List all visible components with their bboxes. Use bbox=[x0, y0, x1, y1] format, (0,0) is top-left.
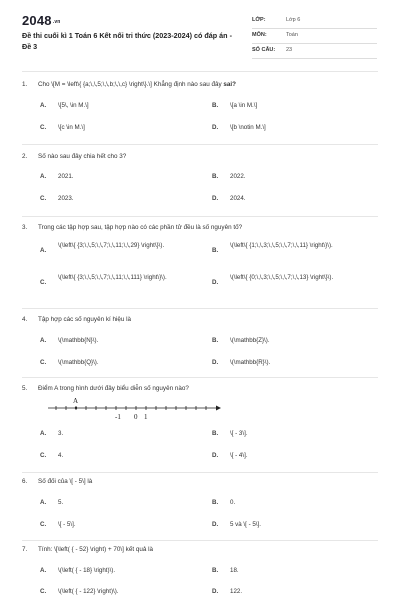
meta-value: 23 bbox=[286, 47, 293, 53]
question-text: 1. Cho \[M = \left\{ {a;\,\,5;\,\,b;\,\,c} \right\}.\] Khẳng định nào sau đây sai? bbox=[22, 81, 236, 88]
question-5: 5. Điểm A trong hình dưới đây biểu diễn số nguyên nào? A -1 0 1 A. 3. B. \[ - 3\]. C. 4. D. \[ - 4\]. bbox=[22, 385, 248, 459]
meta-row-grade bbox=[252, 14, 377, 29]
exam-title: Đề thi cuối kì 1 Toán 6 Kết nối tri thức (2023-2024) có đáp án - Đề 3 bbox=[22, 31, 232, 51]
divider bbox=[22, 540, 378, 541]
question-text: 6. Số đối của \[ - 5\] là bbox=[22, 478, 93, 485]
number-line-figure bbox=[46, 397, 222, 421]
meta-label: SỐ CÂU: bbox=[252, 47, 276, 53]
meta-row-question-count bbox=[252, 44, 377, 59]
arrow-head bbox=[216, 406, 221, 411]
question-text: 7. Tính: \[\left( { - 52} \right) + 70\] kết quả là bbox=[22, 546, 153, 553]
meta-label: LỚP: bbox=[252, 17, 266, 23]
site-logo[interactable]: 2048.vn bbox=[22, 13, 61, 28]
divider bbox=[22, 216, 378, 217]
tick-label: -1 bbox=[115, 413, 121, 421]
point-a-label: A bbox=[73, 397, 79, 405]
meta-label: MÔN: bbox=[252, 32, 267, 38]
meta-value: Lớp 6 bbox=[286, 17, 301, 23]
question-3: 3. Trong các tập hợp sau, tập hợp nào có các phần tử đều là số nguyên tố? A. \(\left\{ {3;\,\,5;\,\,7;\,\,11;\,\,29} \right\}\). B. \(\left\{ {1;\,\,3;\,\,5;\,\,7;\,\,11} \right\}\). C. \(\left\{ {3;\,\,5;\,\,7;\,\,11;\,\,111} \right\}\). D. \(\left\{ {0;\,\,3;\,\,5;\,\,7;\,\,13} \right\}\). bbox=[22, 224, 334, 286]
question-text: 2. Số nào sau đây chia hết cho 3? bbox=[22, 153, 127, 160]
question-1: 1. Cho \[M = \left\{ {a;\,\,5;\,\,b;\,\,c} \right\}.\] Khẳng định nào sau đây sai? A. \[5\, \in M.\] B. \[a \in M.\] C. \[c \in M.\] D. \[b \notin M.\] bbox=[22, 81, 266, 131]
divider bbox=[22, 377, 378, 378]
point-a bbox=[75, 407, 77, 409]
question-text: 5. Điểm A trong hình dưới đây biểu diễn số nguyên nào? bbox=[22, 385, 189, 392]
tick-label: 1 bbox=[144, 413, 148, 421]
question-text: 4. Tập hợp các số nguyên kí hiệu là bbox=[22, 316, 132, 323]
question-4: 4. Tập hợp các số nguyên kí hiệu là A. \(\mathbb{N}\). B. \(\mathbb{Z}\). C. \(\mathbb{Q}\). D. \(\mathbb{R}\). bbox=[22, 316, 271, 366]
question-7: 7. Tính: \[\left( { - 52} \right) + 70\] kết quả là A. \(\left( { - 18} \right)\). B. 18. C. \(\left( { - 122} \right)\). D. 122. bbox=[22, 546, 243, 595]
divider bbox=[22, 308, 378, 309]
tick-label: 0 bbox=[134, 413, 138, 421]
divider bbox=[22, 144, 378, 145]
question-text: 3. Trong các tập hợp sau, tập hợp nào có các phần tử đều là số nguyên tố? bbox=[22, 224, 243, 231]
page-header bbox=[0, 0, 400, 64]
question-2: 2. Số nào sau đây chia hết cho 3? A. 2021. B. 2022. C. 2023. D. 2024. bbox=[22, 153, 246, 202]
meta-value: Toán bbox=[286, 32, 298, 38]
meta-row-subject bbox=[252, 29, 377, 44]
divider bbox=[22, 472, 378, 473]
divider bbox=[22, 71, 378, 72]
question-6: 6. Số đối của \[ - 5\] là A. 5. B. 0. C. \[ - 5\]. D. 5 và \[ - 5\]. bbox=[22, 478, 261, 528]
